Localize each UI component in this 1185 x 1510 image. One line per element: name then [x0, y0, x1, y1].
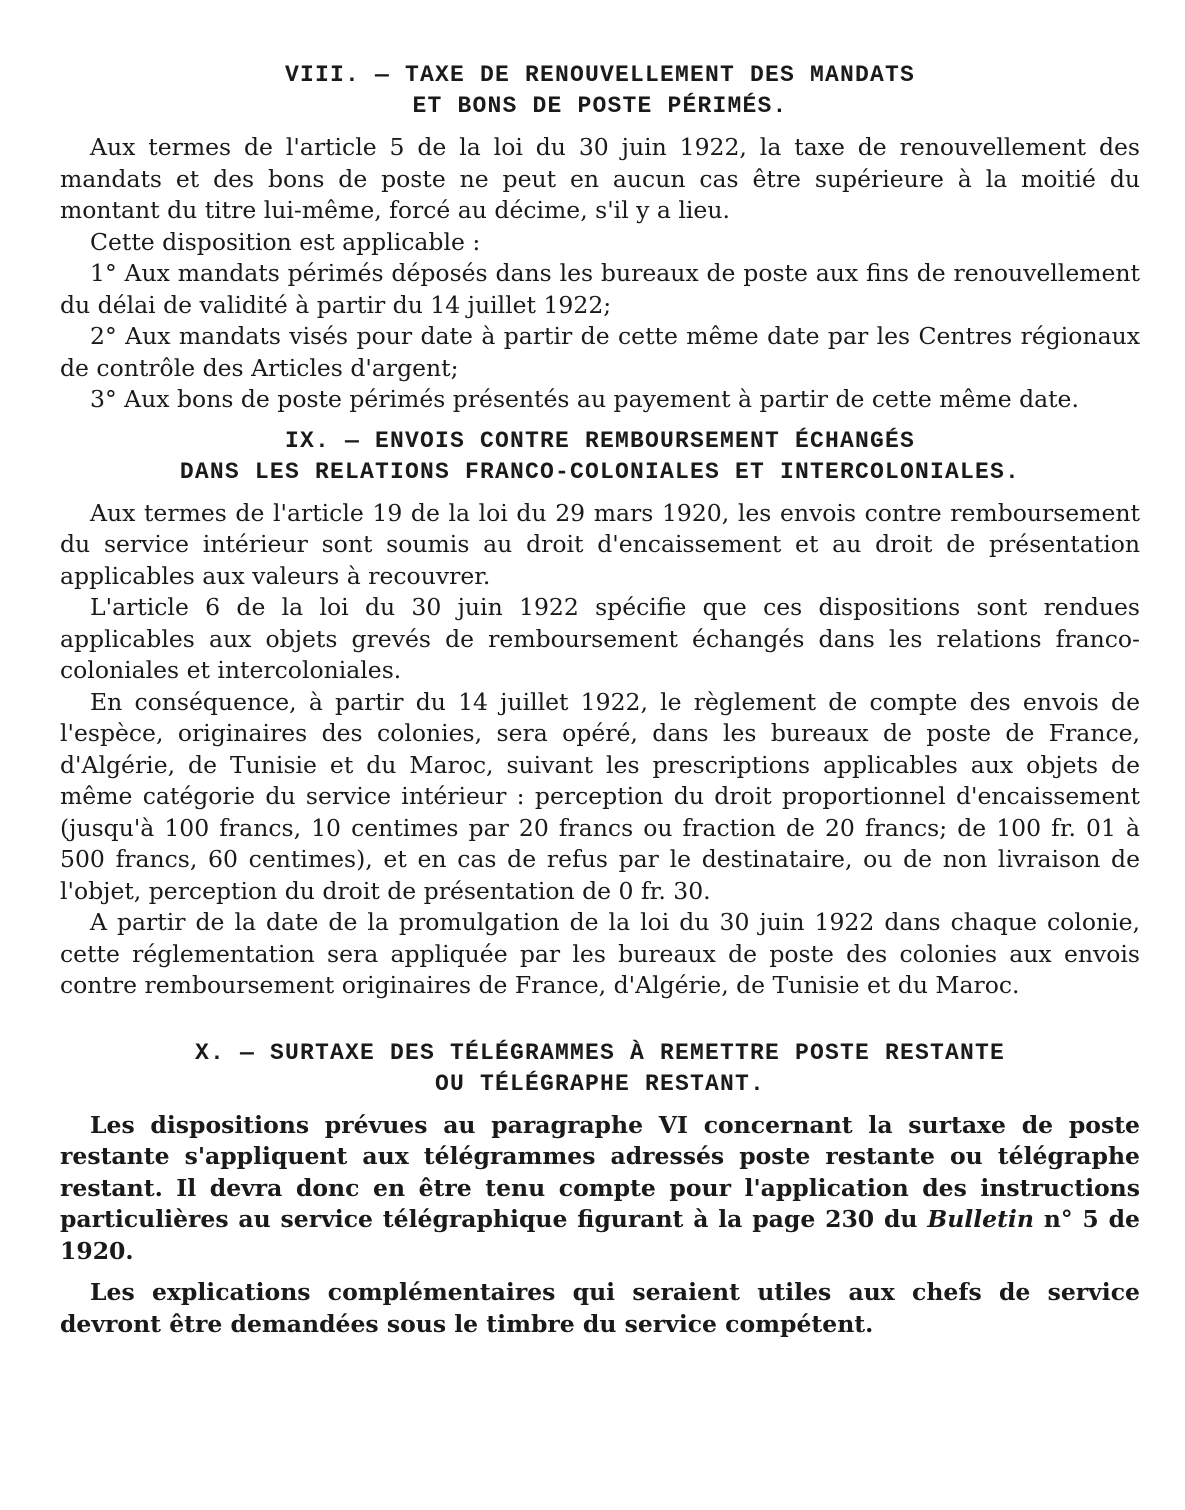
- section-title-ix: [60, 426, 1140, 488]
- list-item: 1° Aux mandats périmés déposés dans les bureaux de poste aux fins de renouvellement du délai de validité à partir du 14 juillet 1922;: [60, 259, 1140, 319]
- paragraph: [60, 1110, 1140, 1268]
- section-title-line: X. — SURTAXE DES TÉLÉGRAMMES À REMETTRE POSTE RESTANTE: [194, 1039, 1006, 1066]
- paragraph: Aux termes de l'article 19 de la loi du 29 mars 1920, les envois contre remboursement du service intérieur sont soumis au droit d'encaissement et au droit de présentation applicables aux valeurs à recouvrer.: [60, 498, 1140, 590]
- paragraph: A partir de la date de la promulgation de la loi du 30 juin 1922 dans chaque colonie, cette réglementation sera appliquée par les bureaux de poste des colonies aux envois contre remboursement originaires de France, d'Algérie, de Tunisie et du Maroc.: [60, 908, 1140, 999]
- section-title-line: OU TÉLÉGRAPHE RESTANT.: [434, 1070, 766, 1097]
- bulletin-title: Bulletin: [927, 1205, 1034, 1233]
- paragraph-text: n° 5 de 1920.: [60, 1205, 1140, 1265]
- section-title-line: DANS LES RELATIONS FRANCO-COLONIALES ET INTERCOLONIALES.: [179, 458, 1021, 485]
- paragraph: Les explications complémentaires qui seraient utiles aux chefs de service devront être demandées sous le timbre du service compétent.: [60, 1278, 1140, 1338]
- paragraph: Cette disposition est applicable :: [90, 227, 481, 256]
- paragraph: L'article 6 de la loi du 30 juin 1922 spécifie que ces dispositions sont rendues applicables aux objets grevés de remboursement échangés dans les relations franco-coloniales et intercoloniales.: [60, 593, 1140, 684]
- paragraph-text: Les dispositions prévues au paragraphe VI concernant la surtaxe de poste restante s'appliquent aux télégrammes adressés poste restante ou télégraphe restant. Il devra donc en être tenu compte pour l'application des instructions particulières au service télégraphique figurant à la page 230 du: [60, 1110, 1140, 1233]
- list-item: 2° Aux mandats visés pour date à partir de cette même date par les Centres régionaux de contrôle des Articles d'argent;: [60, 322, 1140, 382]
- paragraph: Aux termes de l'article 5 de la loi du 30 juin 1922, la taxe de renouvellement des mandats et des bons de poste ne peut en aucun cas être supérieure à la moitié du montant du titre lui-même, forcé au décime, s'il y a lieu.: [60, 133, 1140, 224]
- section-title-viii: [60, 60, 1140, 122]
- section-title-line: IX. — ENVOIS CONTRE REMBOURSEMENT ÉCHANGÉS: [284, 427, 916, 454]
- section-title-line: ET BONS DE POSTE PÉRIMÉS.: [412, 93, 788, 119]
- list-item: 3° Aux bons de poste périmés présentés au payement à partir de cette même date.: [90, 385, 1079, 413]
- section-title-x: [60, 1038, 1140, 1100]
- section-title-line: VIII. — TAXE DE RENOUVELLEMENT DES MANDATS: [284, 62, 916, 88]
- paragraph: En conséquence, à partir du 14 juillet 1922, le règlement de compte des envois de l'espèce, originaires des colonies, sera opéré, dans les bureaux de poste de France, d'Algérie, de Tunisie et du Maroc, suivant les prescriptions applicables aux objets de même catégorie du service intérieur : perception du droit proportionnel d'encaissement (jusqu'à 100 francs, 10 centimes par 20 francs ou fraction de 20 francs; de 100 fr. 01 à 500 francs, 60 centimes), et en cas de refus par le destinataire, ou de non livraison de l'objet, perception du droit de présentation de 0 fr. 30.: [60, 687, 1140, 905]
- document-page: [60, 60, 1140, 1340]
